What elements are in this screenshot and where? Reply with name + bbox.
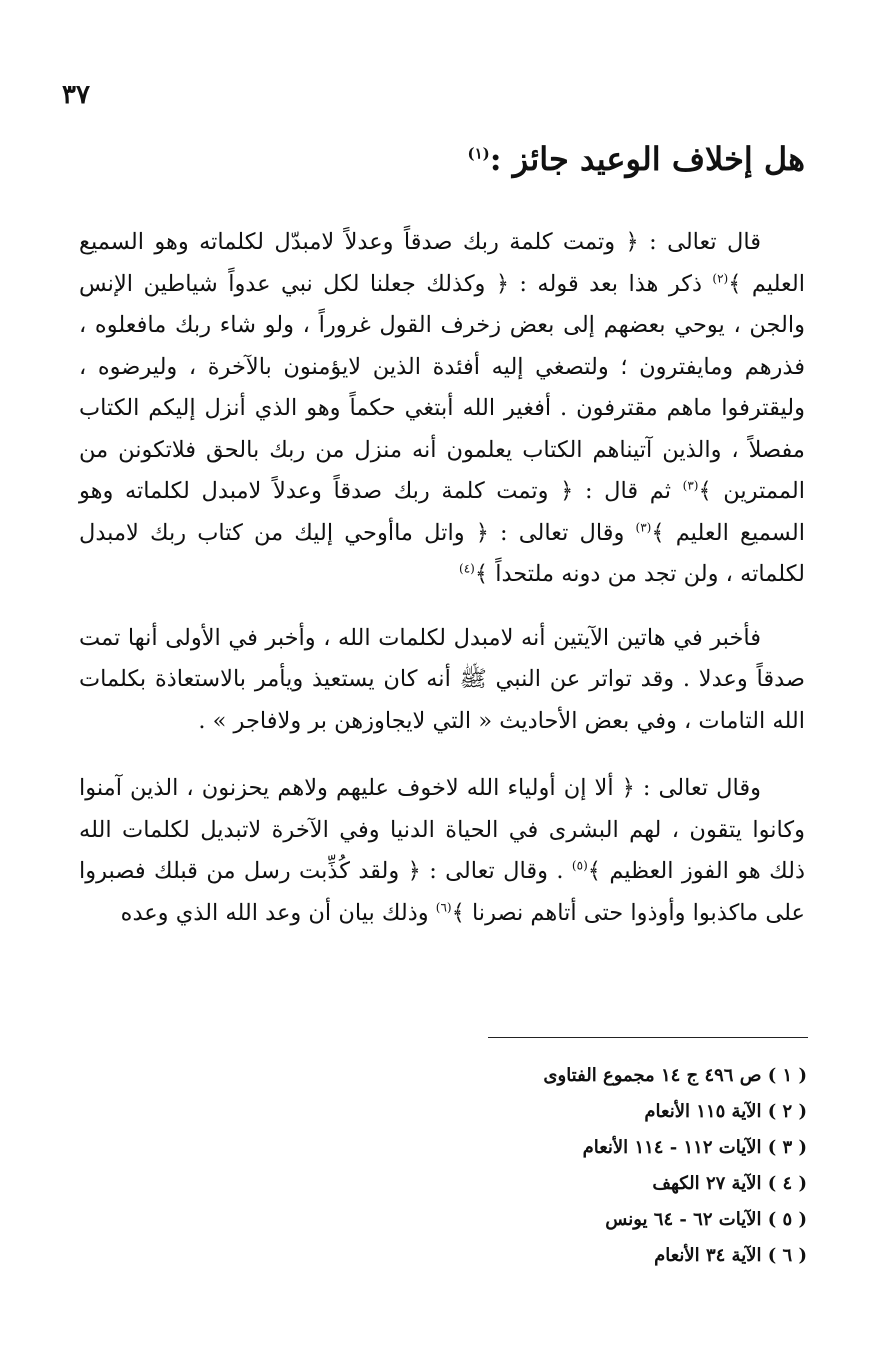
footnote-separator xyxy=(488,1037,808,1038)
footnote-item: ( ٤ ) الآية ٢٧ الكهف xyxy=(652,1173,807,1194)
section-heading-text: هل إخلاف الوعيد جائز : xyxy=(489,140,805,178)
section-heading xyxy=(85,140,805,178)
footnote-item: ( ٦ ) الآية ٣٤ الأنعام xyxy=(654,1245,807,1266)
paragraph-text: وقال تعالى : ﴿ واتل ماأوحي إليك من كتاب ربك لامبدل لكلماته ، ولن تجد من دونه ملتحداً ﴾ xyxy=(79,519,805,587)
footnotes-list xyxy=(407,1058,807,1274)
footnote-item: ( ٥ ) الآيات ٦٢ - ٦٤ يونس xyxy=(605,1209,807,1230)
body-paragraph xyxy=(79,618,805,743)
body-paragraph xyxy=(79,222,805,596)
footnote-ref: (٦) xyxy=(435,900,452,914)
heading-footnote-ref: (١) xyxy=(467,144,490,163)
footnote-ref: (٢) xyxy=(712,271,729,285)
footnote-item: ( ٢ ) الآية ١١٥ الأنعام xyxy=(644,1101,807,1122)
page-number: ٣٧ xyxy=(62,80,90,110)
footnote-ref: (٤) xyxy=(459,561,475,576)
paragraph-text: وقال تعالى : ﴿ ألا إن أولياء الله لاخوف عليهم ولاهم يحزنون ، الذين آمنوا وكانوا يتقون ، لهم البشرى في الحياة الدنيا وفي الآخرة لاتبديل لكلمات الله ذلك هو الفوز العظيم ﴾ xyxy=(79,775,805,884)
footnote-ref: (٣) xyxy=(635,520,652,534)
footnote-item: ( ٣ ) الآيات ١١٢ - ١١٤ الأنعام xyxy=(582,1137,807,1158)
body-text xyxy=(79,222,805,960)
paragraph-text: ذكر هذا بعد قوله : ﴿ وكذلك جعلنا لكل نبي عدواً شياطين الإنس والجن ، يوحي بعضهم إلى بعض زخرف القول غروراً ، ولو شاء ربك مافعلوه ، فذرهم ومايفترون ؛ ولتصغي إليه أفئدة الذين لايؤمنون بالآخرة ، وليرضوه ، وليقترفوا ماهم مقترفون . أفغير الله أبتغي حكماً وهو الذي أنزل إليكم الكتاب مفصلاً ، والذين آتيناهم الكتاب يعلمون أنه منزل من ربك بالحق فلاتكونن من الممترين ﴾ xyxy=(79,270,805,504)
paragraph-text: وذلك بيان أن وعد الله الذي وعده xyxy=(120,899,436,926)
footnote-ref: (٣) xyxy=(682,478,699,493)
body-paragraph xyxy=(79,768,805,934)
paragraph-text: ثم قال : ﴿ وتمت كلمة ربك صدقاً وعدلاً لامبدل لكلماته وهو السميع العليم ﴾ xyxy=(79,478,805,546)
footnote-ref: (٥) xyxy=(571,858,588,873)
paragraph-text: . وقال تعالى : ﴿ ولقد كُذِّبت رسل من قبلك فصبروا على ماكذبوا وأوذوا حتى أتاهم نصرنا ﴾ xyxy=(79,858,805,926)
paragraph-text: قال تعالى : ﴿ وتمت كلمة ربك صدقاً وعدلاً لامبدّل لكلماته وهو السميع العليم ﴾ xyxy=(79,229,805,297)
footnote-item: ( ١ ) ص ٤٩٦ ج ١٤ مجموع الفتاوى xyxy=(543,1065,807,1086)
paragraph-text: فأخبر في هاتين الآيتين أنه لامبدل لكلمات الله ، وأخبر في الأولى أنها تمت صدقاً وعدلا . وقد تواتر عن النبي ﷺ أنه كان يستعيذ ويأمر بالاستعاذة بكلمات الله التامات ، وفي بعض الأحاديث « التي لايجاوزهن بر ولافاجر » . xyxy=(79,624,805,734)
